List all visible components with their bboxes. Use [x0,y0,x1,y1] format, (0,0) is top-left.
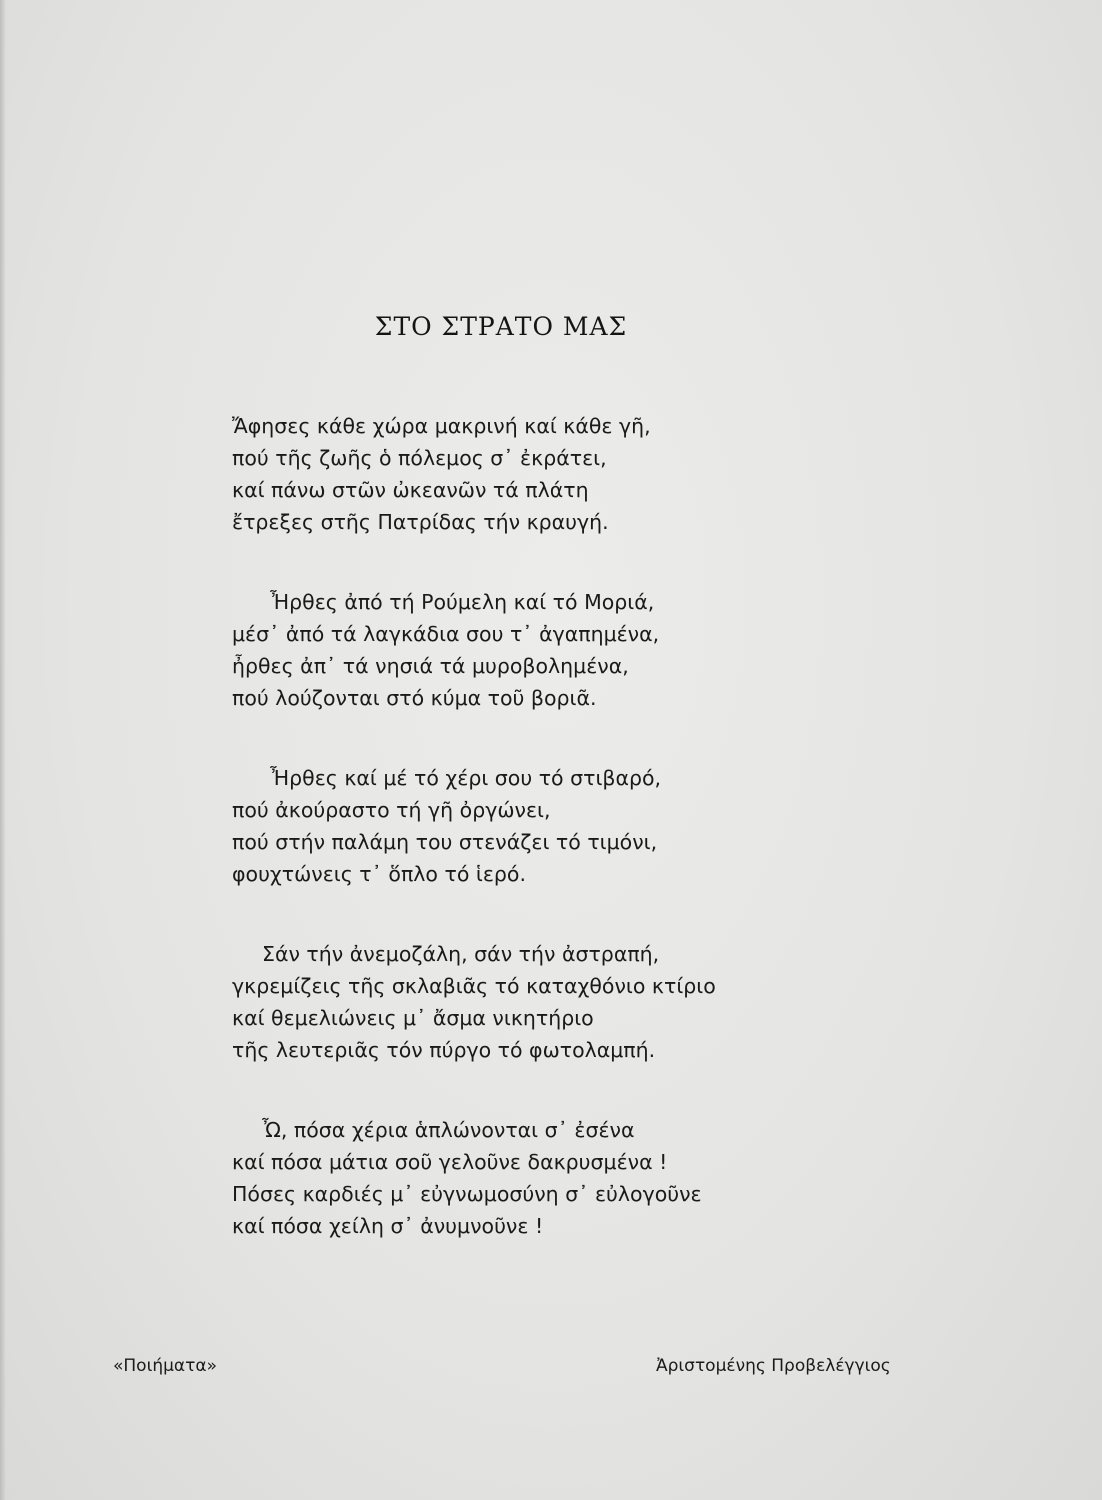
poem-line: ἦρθες ἀπ᾽ τά νησιά τά μυροβολημένα, [232,654,629,678]
poem-line: Ἦρθες ἀπό τή Ρούμελη καί τό Μοριά, [270,590,655,614]
poem-line: πού ἀκούραστο τή γῆ ὀργώνει, [232,798,551,822]
page-edge-shadow [0,0,6,1500]
poem-line: Ἦρθες καί μέ τό χέρι σου τό στιβαρό, [270,766,662,790]
poem-body [232,410,852,1290]
source-label: «Ποιήματα» [113,1356,217,1376]
poem-line: μέσ᾽ ἀπό τά λαγκάδια σου τ᾽ ἀγαπημένα, [232,622,660,646]
stanza [232,938,852,1066]
stanza [232,410,852,538]
stanza [232,586,852,714]
poem-line: Ὦ, πόσα χέρια ἁπλώνονται σ᾽ ἐσένα [262,1118,635,1142]
poem-line: τῆς λευτεριᾶς τόν πύργο τό φωτολαμπή. [232,1038,656,1062]
stanza [232,762,852,890]
stanza [232,1114,852,1242]
poem-line: καί πόσα χείλη σ᾽ ἀνυμνοῦνε ! [232,1214,544,1238]
poem-line: Σάν τήν ἀνεμοζάλη, σάν τήν ἀστραπή, [262,942,660,966]
poem-line: καί θεμελιώνεις μ᾽ ἄσμα νικητήριο [232,1006,594,1030]
poem-line: Ἄφησες κάθε χώρα μακρινή καί κάθε γῆ, [232,414,651,438]
poem-title: ΣΤΟ ΣΤΡΑΤΟ ΜΑΣ [374,312,628,341]
poem-line: πού στήν παλάμη του στενάζει τό τιμόνι, [232,830,658,854]
poem-line: πού τῆς ζωῆς ὁ πόλεμος σ᾽ ἐκράτει, [232,446,607,470]
poem-line: πού λούζονται στό κύμα τοῦ βοριᾶ. [232,686,597,710]
poem-line: καί πόσα μάτια σοῦ γελοῦνε δακρυσμένα ! [232,1150,668,1174]
poem-line: καί πάνω στῶν ὠκεανῶν τά πλάτη [232,478,589,502]
poem-line: Πόσες καρδιές μ᾽ εὐγνωμοσύνη σ᾽ εὐλογοῦνε [232,1182,702,1206]
author-name: Ἀριστομένης Προβελέγγιος [656,1356,891,1376]
poem-line: φουχτώνεις τ᾽ ὅπλο τό ἱερό. [232,862,526,886]
poem-line: γκρεμίζεις τῆς σκλαβιᾶς τό καταχθόνιο κτίριο [232,974,716,998]
poem-line: ἔτρεξες στῆς Πατρίδας τήν κραυγή. [232,510,609,534]
